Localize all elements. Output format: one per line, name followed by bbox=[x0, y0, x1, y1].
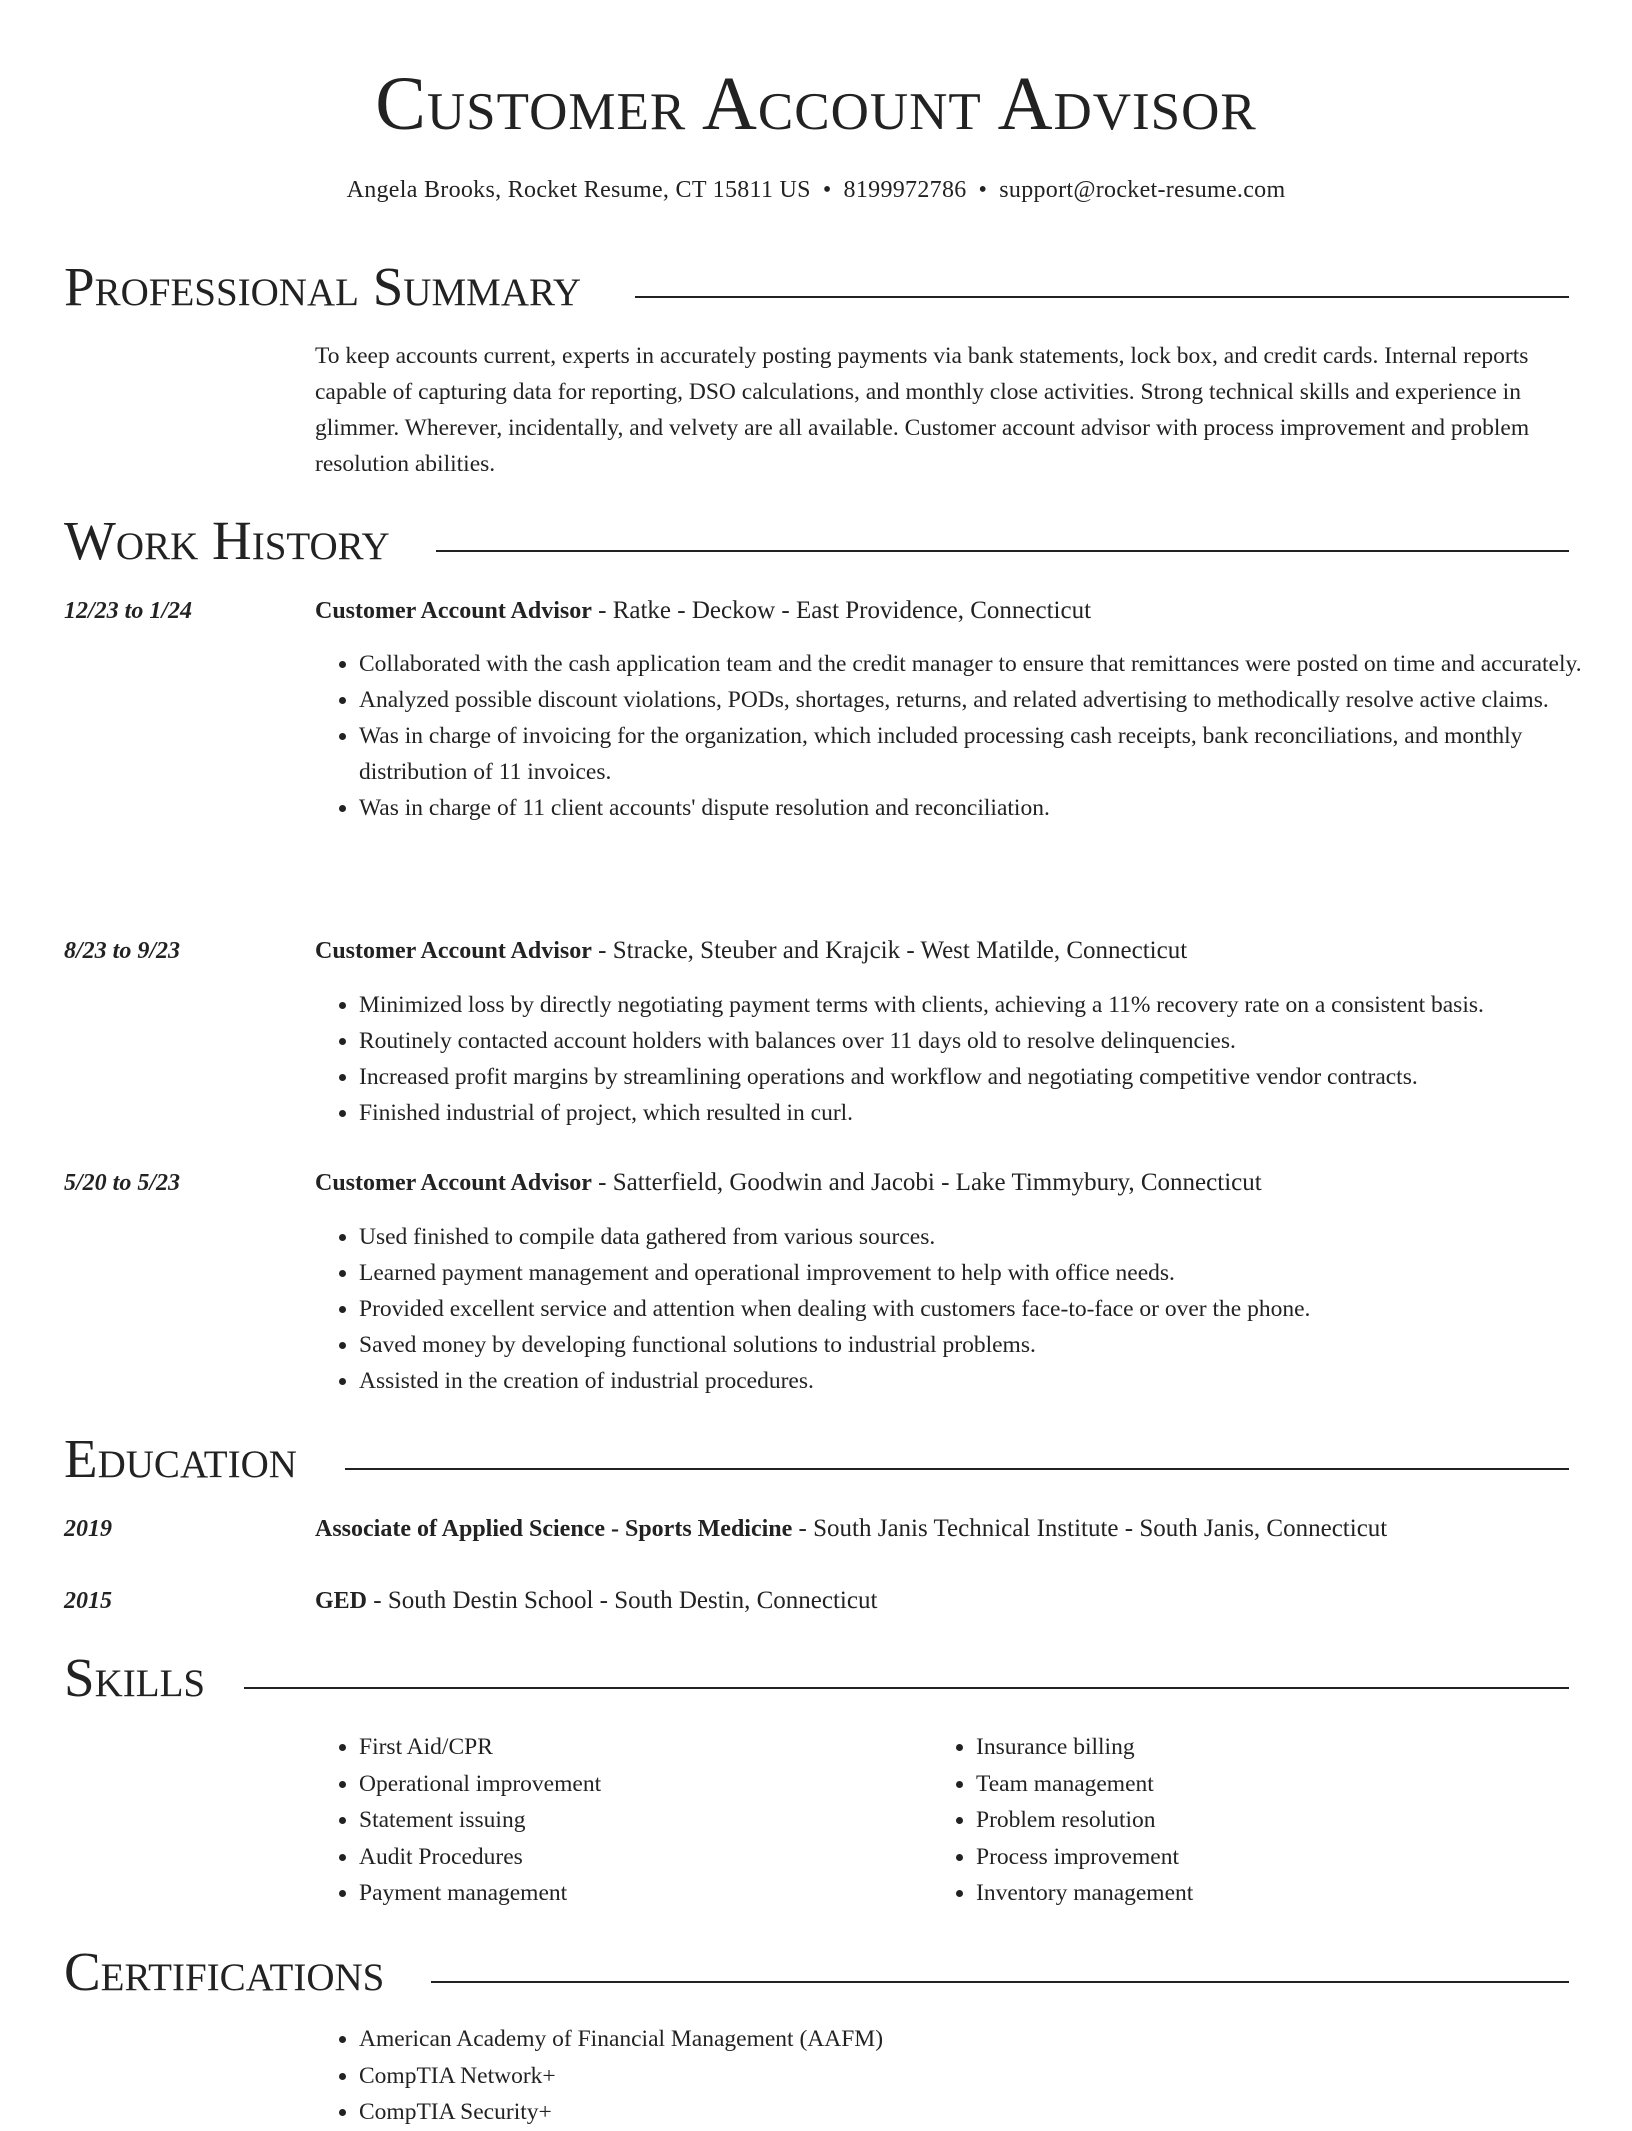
summary-text: To keep accounts current, experts in accurately posting payments via bank statements, lock box, and credit cards. Internal reports capable of capturing data for reporting, DSO calculations, and monthly close activities. Strong technical skills and experience in glimmer. Wherever, incidentally, and velvety are all available. Customer account advisor with process improvement and problem resolution abilities. bbox=[315, 343, 1530, 477]
job-bullets bbox=[315, 987, 1614, 1131]
skill-item: • Inventory management bbox=[976, 1875, 1576, 1912]
skill-item: • Payment management bbox=[359, 1875, 919, 1912]
education-degree: Associate of Applied Science - Sports Medicine bbox=[315, 1516, 793, 1542]
list-item: • Assisted in the creation of industrial procedures. bbox=[359, 1363, 1614, 1399]
skill-item: • Operational improvement bbox=[359, 1766, 919, 1803]
section-header-certifications bbox=[64, 1937, 1569, 2007]
section-header-summary bbox=[64, 252, 1569, 322]
list-item: • Saved money by developing functional solutions to industrial problems. bbox=[359, 1327, 1614, 1363]
job-title: Customer Account Advisor bbox=[315, 1170, 592, 1196]
contact-separator: • bbox=[978, 177, 988, 203]
section-divider bbox=[436, 550, 1569, 552]
certification-item: • CompTIA Security+ bbox=[359, 2094, 1359, 2131]
education-year: 2019 bbox=[64, 1516, 112, 1542]
list-item: • Minimized loss by directly negotiating payment terms with clients, achieving a 11% recovery rate on a consistent basis. bbox=[359, 987, 1614, 1023]
job-employer: - Satterfield, Goodwin and Jacobi - Lake Timmybury, Connecticut bbox=[591, 1169, 1262, 1196]
section-divider bbox=[345, 1468, 1569, 1470]
section-header-work-history bbox=[64, 506, 1569, 576]
contact-line bbox=[0, 174, 1632, 206]
job-title: Customer Account Advisor bbox=[315, 938, 592, 964]
job-heading bbox=[315, 935, 1575, 967]
skill-item: • Statement issuing bbox=[359, 1802, 919, 1839]
list-item: • Was in charge of invoicing for the organization, which included processing cash receipts, bank reconciliations, and monthly distribution of 11 invoices. bbox=[359, 718, 1614, 790]
certifications-list bbox=[315, 2021, 1359, 2131]
resume-title: Customer Account Advisor bbox=[375, 62, 1257, 146]
list-item: • Increased profit margins by streamlining operations and workflow and negotiating competitive vendor contracts. bbox=[359, 1059, 1614, 1095]
section-divider bbox=[431, 1981, 1569, 1983]
section-title-skills: Skills bbox=[64, 1643, 205, 1713]
skill-item: • Audit Procedures bbox=[359, 1839, 919, 1876]
job-bullets bbox=[315, 646, 1614, 826]
section-title-summary: Professional Summary bbox=[64, 252, 581, 322]
job-dates: 8/23 to 9/23 bbox=[64, 938, 181, 964]
education-degree: GED bbox=[315, 1588, 368, 1614]
skills-list-right bbox=[932, 1729, 1576, 1912]
contact-address: Angela Brooks, Rocket Resume, CT 15811 US bbox=[346, 177, 811, 203]
list-item: • Was in charge of 11 client accounts' dispute resolution and reconciliation. bbox=[359, 790, 1614, 826]
skill-item: • Process improvement bbox=[976, 1839, 1576, 1876]
list-item: • Finished industrial of project, which resulted in curl. bbox=[359, 1095, 1614, 1131]
skill-item: • Insurance billing bbox=[976, 1729, 1576, 1766]
list-item: • Provided excellent service and attention when dealing with customers face-to-face or over the phone. bbox=[359, 1291, 1614, 1327]
job-dates: 12/23 to 1/24 bbox=[64, 598, 193, 624]
list-item: • Used finished to compile data gathered from various sources. bbox=[359, 1219, 1614, 1255]
section-header-skills bbox=[64, 1643, 1569, 1713]
education-heading bbox=[315, 1585, 1575, 1617]
contact-email: support@rocket-resume.com bbox=[999, 177, 1286, 203]
education-year: 2015 bbox=[64, 1588, 112, 1614]
section-title-certifications: Certifications bbox=[64, 1937, 384, 2007]
section-title-education: Education bbox=[64, 1424, 297, 1494]
list-item: • Collaborated with the cash application team and the credit manager to ensure that remittances were posted on time and accurately. bbox=[359, 646, 1614, 682]
contact-separator: • bbox=[822, 177, 832, 203]
certification-item: • CompTIA Network+ bbox=[359, 2058, 1359, 2095]
job-heading bbox=[315, 1167, 1575, 1199]
section-header-education bbox=[64, 1424, 1569, 1494]
list-item: • Analyzed possible discount violations, PODs, shortages, returns, and related advertising to methodically resolve active claims. bbox=[359, 682, 1614, 718]
section-title-work-history: Work History bbox=[64, 506, 390, 576]
job-dates: 5/20 to 5/23 bbox=[64, 1170, 181, 1196]
skills-list-left bbox=[315, 1729, 919, 1912]
education-school: - South Janis Technical Institute - South Janis, Connecticut bbox=[792, 1515, 1388, 1542]
skill-item: • Team management bbox=[976, 1766, 1576, 1803]
skill-item: • Problem resolution bbox=[976, 1802, 1576, 1839]
list-item: • Routinely contacted account holders with balances over 11 days old to resolve delinquencies. bbox=[359, 1023, 1614, 1059]
section-divider bbox=[635, 296, 1569, 298]
job-bullets bbox=[315, 1219, 1614, 1399]
job-employer: - Ratke - Deckow - East Providence, Connecticut bbox=[591, 597, 1092, 624]
job-title: Customer Account Advisor bbox=[315, 598, 592, 624]
list-item: • Learned payment management and operational improvement to help with office needs. bbox=[359, 1255, 1614, 1291]
education-heading bbox=[315, 1513, 1575, 1545]
contact-phone: 8199972786 bbox=[843, 177, 967, 203]
certification-item: • American Academy of Financial Management (AAFM) bbox=[359, 2021, 1359, 2058]
job-employer: - Stracke, Steuber and Krajcik - West Matilde, Connecticut bbox=[591, 937, 1188, 964]
section-divider bbox=[244, 1687, 1569, 1689]
skill-item: • First Aid/CPR bbox=[359, 1729, 919, 1766]
job-heading bbox=[315, 595, 1575, 627]
education-school: - South Destin School - South Destin, Connecticut bbox=[367, 1587, 878, 1614]
